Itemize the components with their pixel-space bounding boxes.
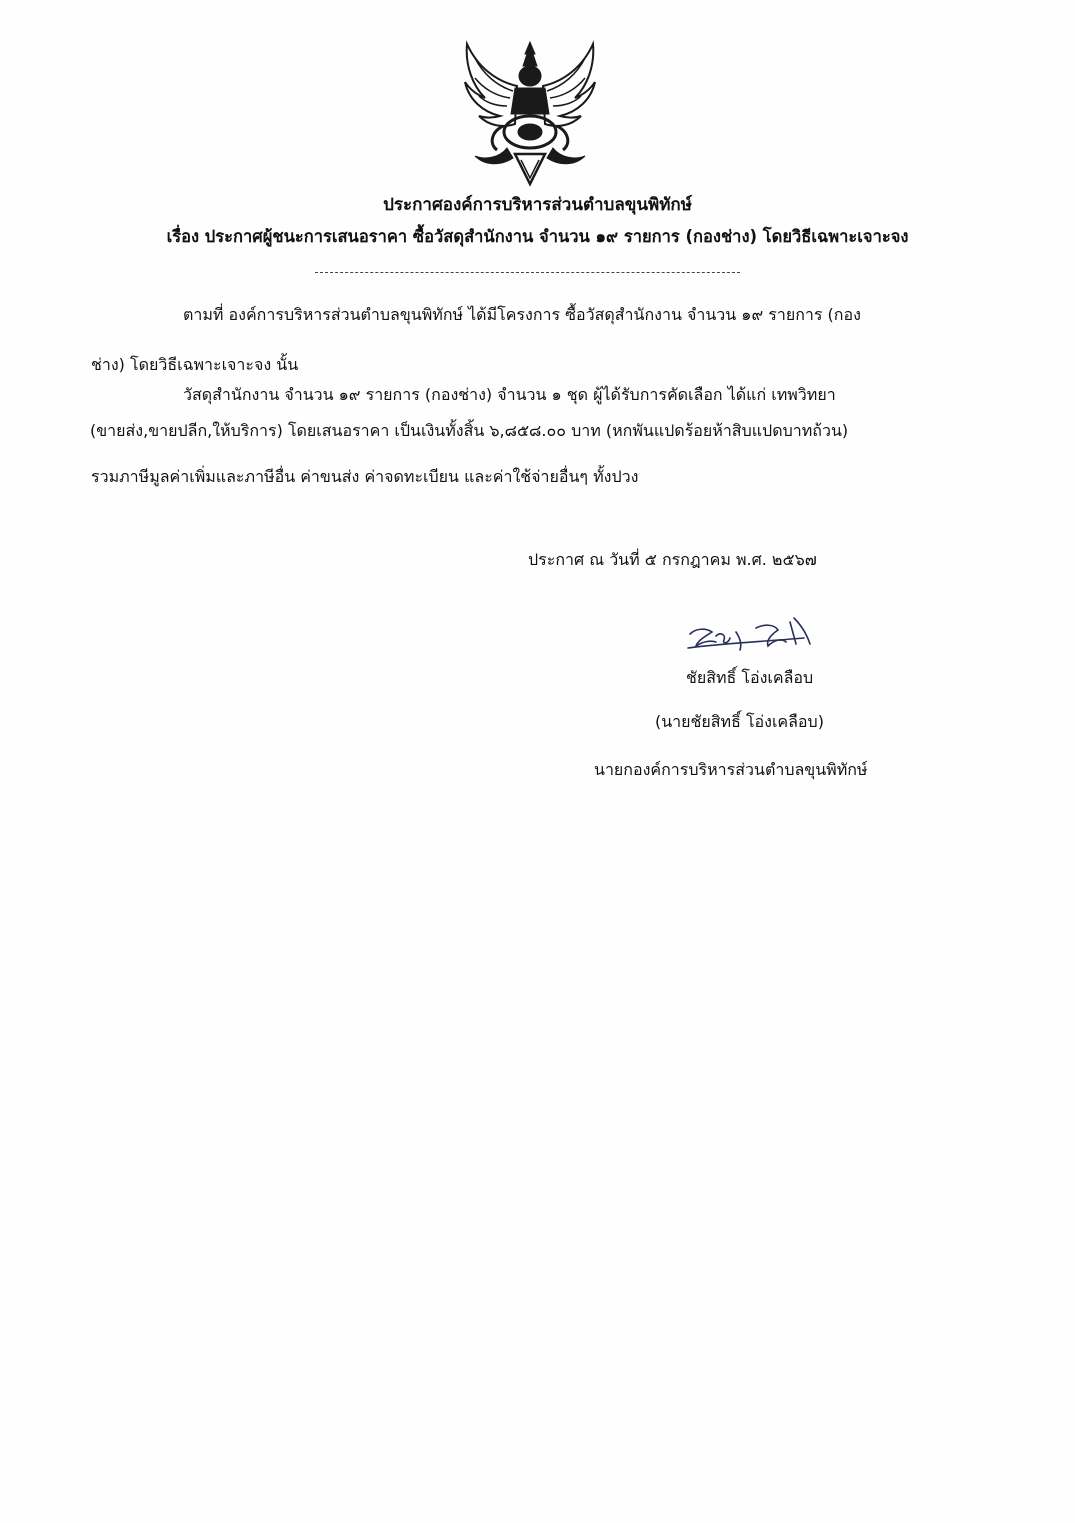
title-divider (315, 272, 740, 273)
announcement-title: ประกาศองค์การบริหารส่วนตำบลขุนพิทักษ์ (383, 195, 692, 215)
signer-name: ชัยสิทธิ์ โอ่งเคลือบ (686, 668, 814, 687)
announcement-date: ประกาศ ณ วันที่ ๕ กรกฎาคม พ.ศ. ๒๕๖๗ (528, 550, 817, 569)
body-paragraph-1-line-2: ช่าง) โดยวิธีเฉพาะเจาะจง นั้น (91, 355, 299, 374)
body-paragraph-1-line-1: ตามที่ องค์การบริหารส่วนตำบลขุนพิทักษ์ ได้มีโครงการ ซื้อวัสดุสำนักงาน จำนวน ๑๙ รายการ (กอง (183, 305, 861, 324)
announcement-subject: เรื่อง ประกาศผู้ชนะการเสนอราคา ซื้อวัสดุสำนักงาน จำนวน ๑๙ รายการ (กองช่าง) โดยวิธีเฉพาะเจาะจง (166, 227, 909, 246)
garuda-emblem-icon (455, 36, 605, 188)
body-paragraph-2-line-2: (ขายส่ง,ขายปลีก,ให้บริการ) โดยเสนอราคา เป็นเงินทั้งสิ้น ๖,๘๕๘.๐๐ บาท (หกพันแปดร้อยห้าสิบแปดบาทถ้วน) (90, 421, 849, 440)
signer-position: นายกองค์การบริหารส่วนตำบลขุนพิทักษ์ (594, 760, 868, 779)
body-paragraph-2-line-1: วัสดุสำนักงาน จำนวน ๑๙ รายการ (กองช่าง) จำนวน ๑ ชุด ผู้ได้รับการคัดเลือก ได้แก่ เทพวิทยา (183, 385, 836, 404)
signer-full-name: (นายชัยสิทธิ์ โอ่งเคลือบ) (655, 712, 824, 731)
handwritten-signature-icon (686, 614, 816, 658)
body-paragraph-2-line-3: รวมภาษีมูลค่าเพิ่มและภาษีอื่น ค่าขนส่ง ค่าจดทะเบียน และค่าใช้จ่ายอื่นๆ ทั้งปวง (91, 467, 639, 486)
